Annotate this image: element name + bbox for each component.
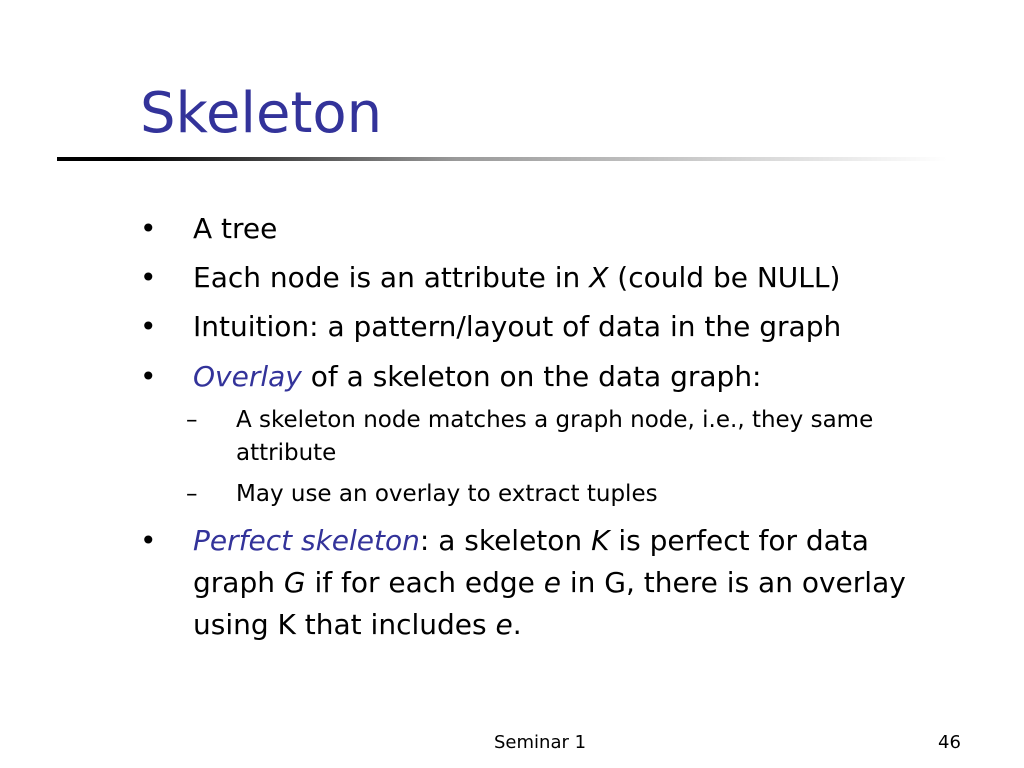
slide-title: Skeleton xyxy=(140,81,383,146)
sub-bullet-marker: – xyxy=(186,481,198,507)
bullet-text-part: (could be NULL) xyxy=(608,261,841,294)
title-underline xyxy=(57,157,947,161)
bullet-text-part: Each node is an attribute in xyxy=(193,261,590,294)
bullet-text-part: is perfect for data xyxy=(609,524,869,557)
page-number: 46 xyxy=(938,732,961,753)
emphasis-term: Overlay xyxy=(193,360,302,393)
bullet-marker: • xyxy=(140,310,157,343)
sub-bullet-text: May use an overlay to extract tuples xyxy=(236,481,658,507)
bullet-marker: • xyxy=(140,261,157,294)
bullet-text-part: graph xyxy=(193,566,284,599)
bullet-text-part: in G, there is an overlay xyxy=(560,566,906,599)
bullet-text xyxy=(193,356,973,398)
bullet-marker: • xyxy=(140,212,157,245)
bullet-marker: • xyxy=(140,524,157,557)
bullet-text-part: : a skeleton xyxy=(419,524,592,557)
bullet-marker: • xyxy=(140,360,157,393)
variable-g: G xyxy=(283,566,306,599)
bullet-text xyxy=(193,520,973,646)
sub-bullet-marker: – xyxy=(186,407,198,433)
sub-bullet-line: A skeleton node matches a graph node, i.e., they same xyxy=(236,407,874,433)
variable-e: e xyxy=(495,608,513,641)
bullet-text-part: . xyxy=(512,608,522,641)
bullet-text-part: of a skeleton on the data graph: xyxy=(301,360,762,393)
bullet-text: A tree xyxy=(193,212,278,245)
footer-label: Seminar 1 xyxy=(494,732,587,753)
sub-bullet-line: attribute xyxy=(236,440,337,466)
variable-x: X xyxy=(589,261,609,294)
bullet-text xyxy=(193,257,973,299)
variable-k: K xyxy=(591,524,610,557)
sub-bullet-text xyxy=(236,404,956,470)
emphasis-term: Perfect skeleton xyxy=(193,524,420,557)
bullet-text-part: if for each edge xyxy=(305,566,544,599)
variable-e: e xyxy=(543,566,561,599)
bullet-text-part: using K that includes xyxy=(193,608,496,641)
bullet-text: Intuition: a pattern/layout of data in the graph xyxy=(193,310,842,343)
